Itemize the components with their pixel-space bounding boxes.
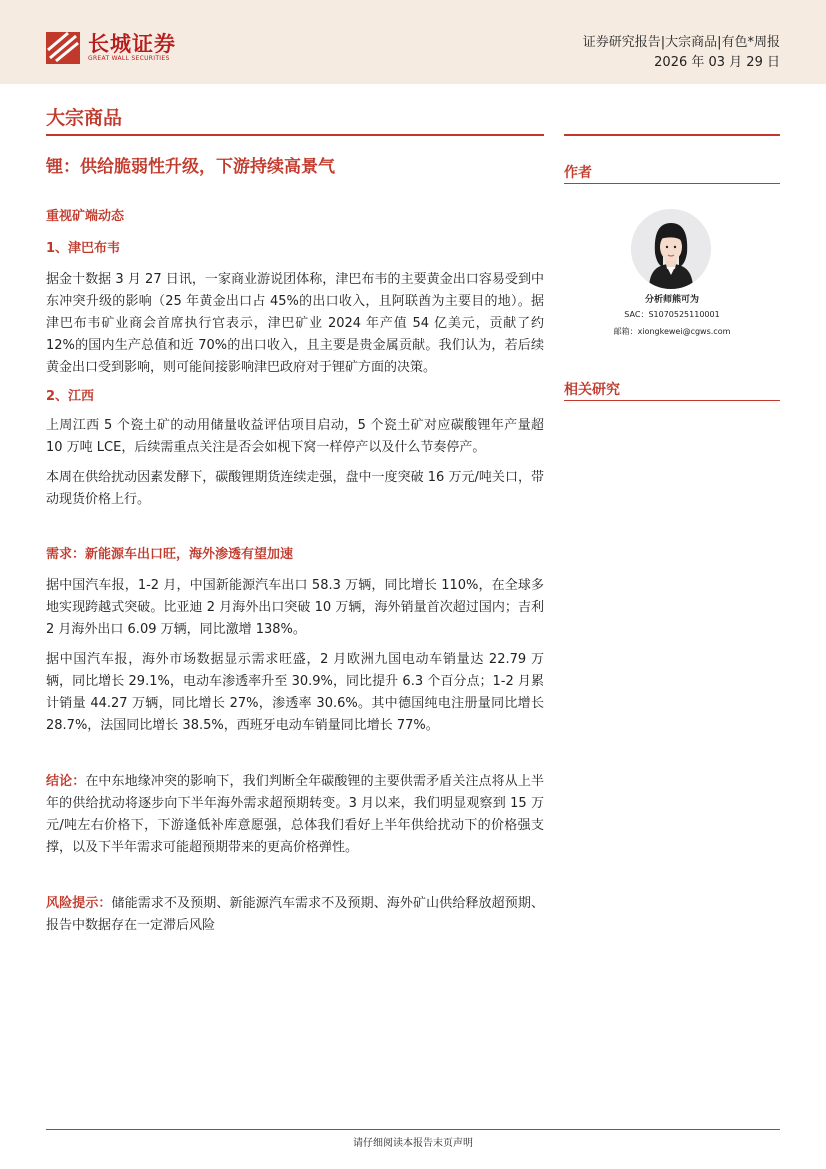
analyst-portrait-icon bbox=[631, 209, 711, 289]
report-date: 2026 年 03 月 29 日 bbox=[654, 55, 780, 70]
author-label: 作者 bbox=[564, 165, 592, 181]
report-type: 证券研究报告|大宗商品|有色*周报 bbox=[582, 35, 780, 50]
sidebar-divider bbox=[564, 134, 780, 136]
subsection-zimbabwe: 1、津巴布韦 bbox=[46, 241, 121, 256]
paragraph-ev-exports: 据中国汽车报，1-2 月，中国新能源汽车出口 58.3 万辆，同比增长 110%，在全球多地实现跨越式突破。比亚迪 2 月海外出口突破 10 万辆，海外销量首次超过国内；吉利 2 月海外出口 6.09 万辆，同比激增 138%。 bbox=[46, 578, 544, 637]
author-divider bbox=[564, 183, 780, 184]
analyst-sac-number: SAC：S1070525110001 bbox=[624, 310, 720, 319]
footer-disclaimer: 请仔细阅读本报告末页声明 bbox=[353, 1138, 473, 1149]
paragraph-conclusion bbox=[46, 771, 544, 859]
section-heading-demand: 需求：新能源车出口旺，海外渗透有望加速 bbox=[46, 547, 294, 562]
paragraph-futures: 本周在供给扰动因素发酵下，碳酸锂期货连续走强，盘中一度突破 16 万元/吨关口，带动现货价格上行。 bbox=[46, 470, 544, 507]
paragraph-jiangxi: 上周江西 5 个瓷土矿的动用储量收益评估项目启动，5 个瓷土矿对应碳酸锂年产量超 10 万吨 LCE，后续需重点关注是否会如枧下窝一样停产以及什么节奏停产。 bbox=[46, 418, 544, 455]
logo-mark-icon bbox=[46, 28, 82, 64]
logo-chinese-name: 长城证券 bbox=[88, 32, 176, 56]
subsection-jiangxi: 2、江西 bbox=[46, 389, 95, 404]
main-content bbox=[46, 205, 544, 937]
analyst-email: 邮箱：xiongkewei@cgws.com bbox=[613, 327, 731, 336]
paragraph-europe-ev: 据中国汽车报，海外市场数据显示需求旺盛，2 月欧洲九国电动车销量达 22.79 万辆，同比增长 29.1%，电动车渗透率升至 30.9%，同比提升 6.3 个百分点；1-2 月累计销量 44.27 万辆，同比增长 27%，渗透率 30.6%。其中德国纯电注册量同比增长 28.7%，法国同比增长 38.5%，西班牙电动车销量同比增长 77%。 bbox=[46, 652, 544, 733]
paragraph-zimbabwe: 据金十数据 3 月 27 日讯，一家商业游说团体称，津巴布韦的主要黄金出口容易受到中东冲突升级的影响（25 年黄金出口占 45%的出口收入，且阿联酋为主要目的地）。据津巴布韦矿业商会首席执行官表示，津巴矿业 2024 年产值 54 亿美元，贡献了约 12%的国内生产总值和近 70%的出口收入，且主要是贵金属贡献。我们认为，若后续黄金出口受到影响，则可能间接影响津巴政府对于锂矿方面的决策。 bbox=[46, 272, 544, 375]
conclusion-label: 结论： bbox=[46, 774, 86, 789]
main-divider bbox=[46, 134, 544, 136]
related-research-divider bbox=[564, 400, 780, 401]
risk-label: 风险提示： bbox=[46, 896, 112, 911]
paragraph-risk bbox=[46, 893, 544, 937]
risk-text: 储能需求不及预期、新能源汽车需求不及预期、海外矿山供给释放超预期、报告中数据存在一定滞后风险 bbox=[46, 896, 544, 933]
report-category: 大宗商品 bbox=[46, 107, 123, 129]
related-research-label: 相关研究 bbox=[564, 382, 620, 398]
footer-divider bbox=[46, 1129, 780, 1130]
analyst-photo bbox=[631, 209, 711, 289]
section-heading-supply: 重视矿端动态 bbox=[46, 209, 125, 224]
report-title: 锂：供给脆弱性升级，下游持续高景气 bbox=[46, 157, 335, 177]
conclusion-text: 在中东地缘冲突的影响下，我们判断全年碳酸锂的主要供需矛盾关注点将从上半年的供给扰动将逐步向下半年海外需求超预期转变。3 月以来，我们明显观察到 15 万元/吨左右价格下，下游逢低补库意愿强，总体我们看好上半年供给扰动下的价格强支撑，以及下半年需求可能超预期带来的更高价格弹性。 bbox=[46, 774, 544, 855]
company-logo bbox=[46, 28, 196, 68]
analyst-name: 分析师熊可为 bbox=[644, 295, 699, 305]
logo-english-name: GREAT WALL SECURITIES bbox=[88, 55, 170, 62]
